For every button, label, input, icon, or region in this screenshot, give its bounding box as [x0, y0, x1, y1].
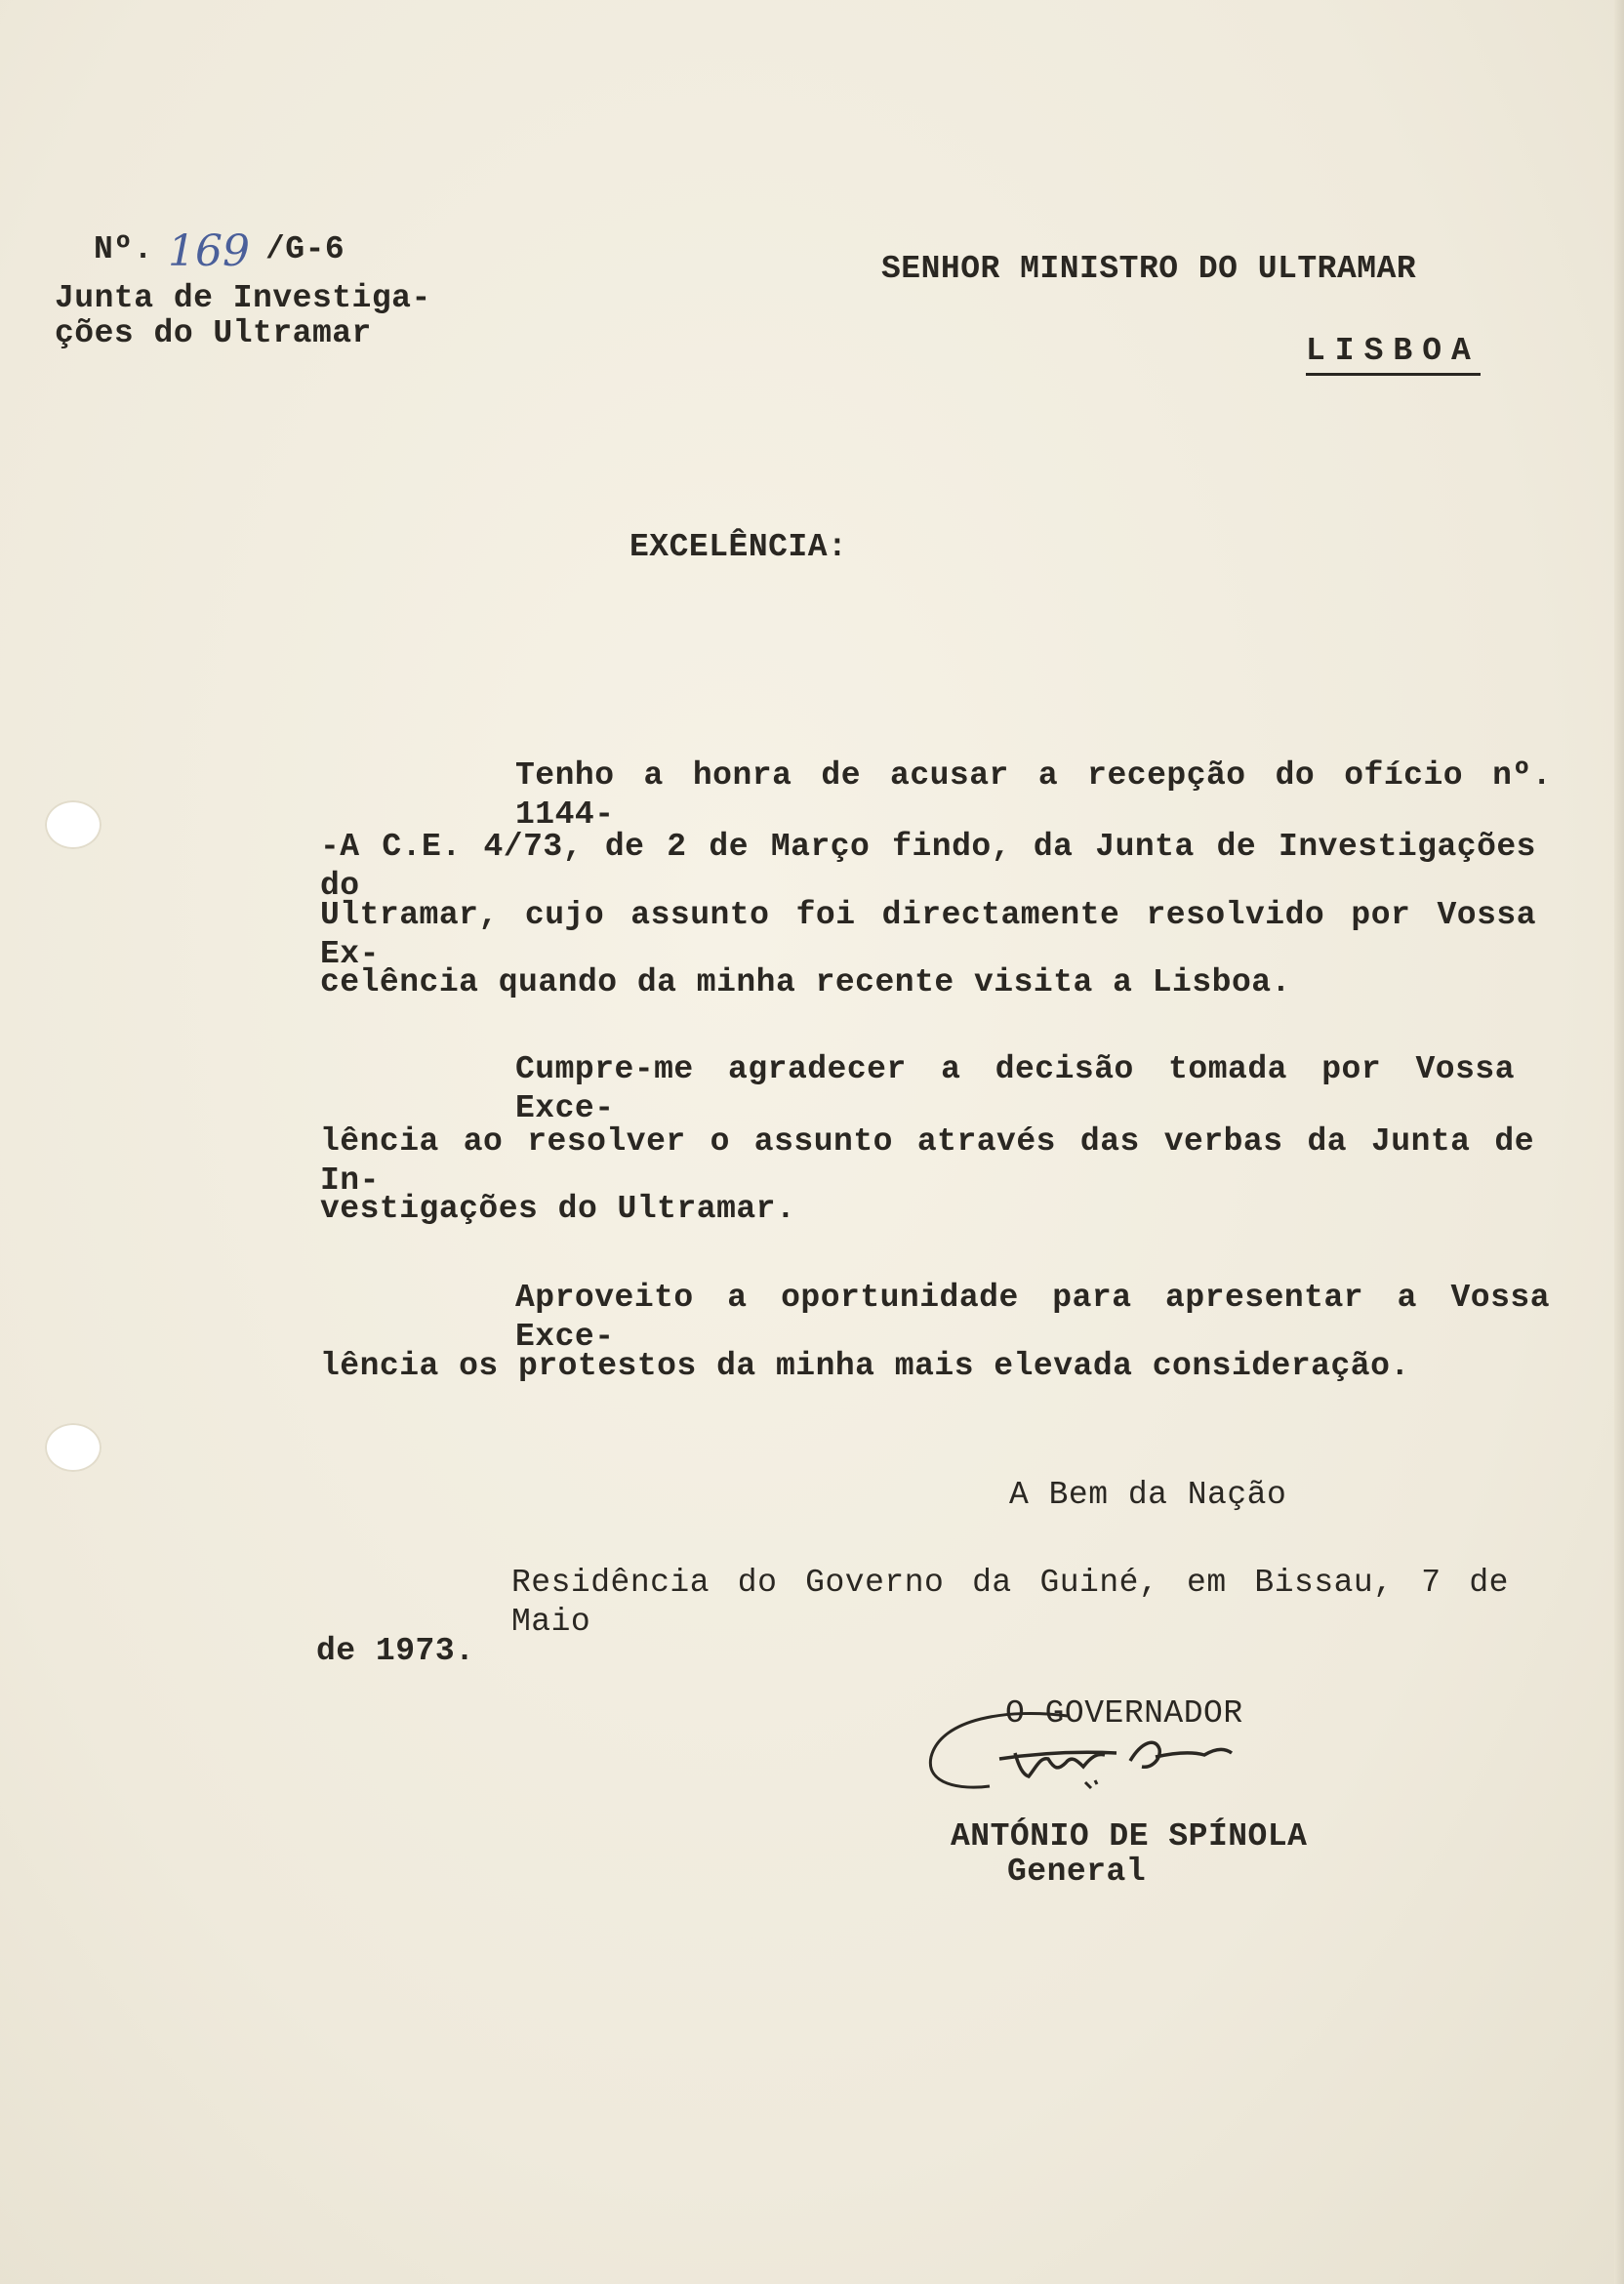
place-date-line-1: Residência do Governo da Guiné, em Bissau, 7 de Maio: [511, 1565, 1509, 1640]
place-date-line-2: de 1973.: [316, 1633, 475, 1669]
signatory-name: ANTÓNIO DE SPÍNOLA: [951, 1818, 1308, 1855]
ref-handwritten-number: 169: [168, 226, 250, 276]
paragraph-1-line-1: Tenho a honra de acusar a recepção do ofício nº. 1144-: [515, 757, 1552, 833]
paragraph-2-line-1: Cumpre-me agradecer a decisão tomada por Vossa Exce-: [515, 1051, 1515, 1126]
signatory-rank: General: [1007, 1854, 1147, 1890]
closing-motto: A Bem da Nação: [1009, 1477, 1287, 1513]
punch-hole-bottom: [45, 1423, 102, 1472]
paragraph-3-line-2: lência os protestos da minha mais elevada consideração.: [320, 1348, 1410, 1384]
paragraph-1-line-2: -A C.E. 4/73, de 2 de Março findo, da Junta de Investigações do: [320, 829, 1536, 904]
signature-title: O GOVERNADOR: [1005, 1695, 1243, 1732]
punch-hole-top: [45, 800, 102, 849]
addressee: SENHOR MINISTRO DO ULTRAMAR: [881, 251, 1417, 287]
paper-edge: [1614, 0, 1624, 2284]
paragraph-2-line-3: vestigações do Ultramar.: [320, 1191, 796, 1227]
handwritten-signature: [921, 1698, 1273, 1815]
ref-suffix: /G-6: [265, 231, 345, 267]
salutation: EXCELÊNCIA:: [629, 529, 848, 565]
paragraph-1-line-4: celência quando da minha recente visita a Lisboa.: [320, 964, 1291, 1000]
addressee-city: LISBOA: [1306, 332, 1481, 376]
ref-prefix: Nº.: [94, 231, 153, 267]
paragraph-2-line-2: lência ao resolver o assunto através das verbas da Junta de In-: [320, 1123, 1534, 1199]
sender-line-2: ções do Ultramar: [55, 315, 372, 351]
paragraph-3-line-1: Aproveito a oportunidade para apresentar a Vossa Exce-: [515, 1280, 1550, 1355]
sender-line-1: Junta de Investiga-: [55, 280, 431, 316]
paragraph-1-line-3: Ultramar, cujo assunto foi directamente resolvido por Vossa Ex-: [320, 897, 1536, 972]
